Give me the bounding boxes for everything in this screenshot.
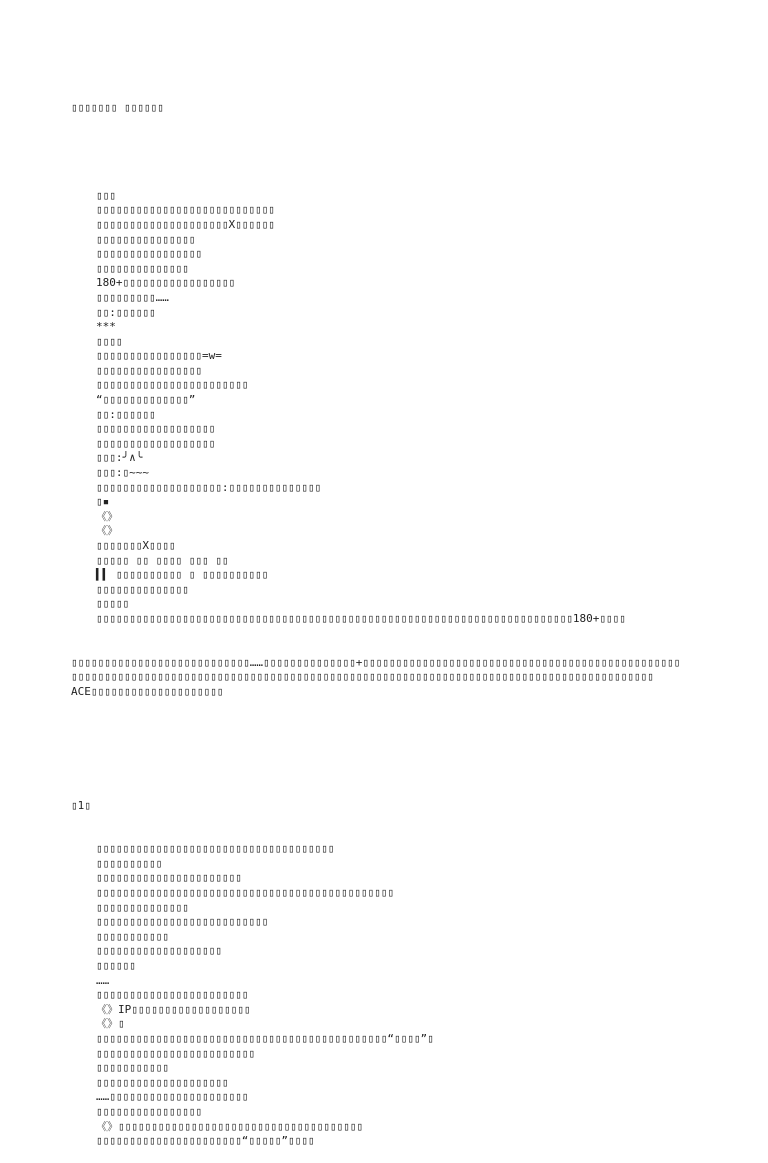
text-line: ▯▯▯▯▯: [96, 597, 130, 611]
text-line: ▯▯▯▯▯▯▯▯▯▯▯▯▯▯▯▯▯▯▯▯▯▯▯▯▯▯▯▯▯▯▯▯▯▯▯▯▯▯▯▯▯▯▯▯▯: [96, 886, 395, 900]
text-line: ▯▯▯▯: [96, 334, 123, 348]
text-line: ***: [96, 320, 116, 334]
section-two-body: [71, 842, 711, 1148]
text-line: ▯▯▯▯▯▯▯X▯▯▯▯: [96, 539, 176, 552]
text-line: ▯▯▯: [96, 188, 116, 202]
text-line: ▯▯▯▯▯▯▯▯▯▯▯▯▯▯▯▯▯▯▯▯X▯▯▯▯▯▯: [96, 217, 275, 231]
text-line: ▯▯▯▯▯▯▯▯▯▯▯▯▯▯▯▯▯▯▯▯▯▯“▯▯▯▯▯”▯▯▯▯: [96, 1134, 315, 1148]
section-two-heading: ▯1▯: [71, 798, 91, 812]
text-line: ▯▯▯▯▯▯: [96, 959, 136, 973]
section-one-heading: ▯▯▯▯▯▯▯ ▯▯▯▯▯▯: [71, 101, 164, 115]
text-line: ▯▯▯:▯~~~: [96, 466, 149, 480]
text-line: ▯▯▯▯▯▯▯▯▯▯▯▯▯▯▯▯▯▯▯▯▯▯▯▯▯▯▯……▯▯▯▯▯▯▯▯▯▯▯▯▯▯+▯▯▯▯▯▯▯▯▯▯▯▯▯▯▯▯▯▯▯▯▯▯▯▯▯▯▯▯▯▯▯▯▯▯▯▯▯▯▯▯▯▯▯▯▯▯▯▯: [71, 655, 681, 669]
text-line: ……: [96, 973, 110, 987]
text-line: ▯▯:▯▯▯▯▯▯: [96, 305, 156, 319]
text-line: 《》: [96, 524, 118, 538]
text-line: ▯▯▯▯▯▯▯▯▯▯▯▯▯▯▯▯▯▯▯▯▯▯▯: [96, 378, 249, 392]
spacer: [71, 743, 711, 769]
text-line: ▯▯▯▯▯ ▯▯ ▯▯▯▯ ▯▯▯ ▯▯: [96, 553, 229, 567]
text-line: ▯▪: [96, 495, 110, 509]
text-line: ▯▯▯:╯∧╰: [96, 451, 143, 465]
text-line: ▯▯▯▯▯▯▯▯▯▯▯▯▯▯▯▯▯▯▯▯▯▯▯▯▯▯▯▯▯▯▯▯▯▯▯▯: [96, 842, 335, 856]
text-line: ▯▯▯▯▯▯▯▯▯▯▯▯▯▯▯▯▯▯▯:▯▯▯▯▯▯▯▯▯▯▯▯▯▯: [96, 480, 322, 494]
text-line: ▯▯▯▯▯▯▯▯▯▯▯▯▯▯▯▯▯▯▯▯▯▯▯▯▯▯▯▯▯▯▯▯▯▯▯▯▯▯▯▯▯▯▯▯“▯▯▯▯”▯: [96, 1032, 434, 1045]
text-line: ……▯▯▯▯▯▯▯▯▯▯▯▯▯▯▯▯▯▯▯▯▯: [96, 1090, 249, 1104]
text-line: 《》▯: [96, 1017, 125, 1031]
text-line: ▯▯▯▯▯▯▯▯▯▯▯▯▯▯: [96, 582, 189, 596]
text-line: ▍▍ ▯▯▯▯▯▯▯▯▯▯ ▯ ▯▯▯▯▯▯▯▯▯▯: [96, 568, 269, 582]
spacer: [71, 145, 711, 160]
text-line: ▯▯▯▯▯▯▯▯▯▯▯▯▯▯▯▯▯▯▯▯▯▯▯▯▯▯▯▯▯▯▯▯▯▯▯▯▯▯▯▯▯▯▯▯▯▯▯▯▯▯▯▯▯▯▯▯▯▯▯▯▯▯▯▯▯▯▯▯▯▯▯▯180+▯▯▯▯: [96, 611, 626, 625]
text-line: ▯▯▯▯▯▯▯▯▯▯▯▯▯▯▯▯▯▯▯▯▯▯▯▯▯▯▯▯▯▯▯▯▯▯▯▯▯▯▯▯▯▯▯▯▯▯▯▯▯▯▯▯▯▯▯▯▯▯▯▯▯▯▯▯▯▯▯▯▯▯▯▯▯▯▯▯▯▯▯▯▯▯▯▯▯▯▯▯: [71, 670, 654, 684]
text-line: ▯▯▯▯▯▯▯▯▯▯▯▯▯▯▯▯▯▯▯: [96, 944, 222, 958]
text-line: ▯▯▯▯▯▯▯▯▯▯▯▯▯▯▯▯=w=: [96, 349, 222, 363]
text-line: ▯▯▯▯▯▯▯▯▯▯▯▯▯▯▯▯▯▯▯▯▯▯▯▯▯▯▯: [96, 203, 275, 217]
text-line: ▯▯▯▯▯▯▯▯▯▯▯▯▯▯: [96, 261, 189, 275]
text-line: ▯▯▯▯▯▯▯▯▯▯▯▯▯▯: [96, 900, 189, 914]
text-line: ▯▯▯▯▯▯▯▯▯▯▯▯▯▯▯▯▯▯▯▯▯▯▯▯▯▯: [96, 915, 269, 929]
text-line: 《》: [96, 509, 118, 523]
section-one-wrapped-paragraph: [71, 656, 711, 700]
text-line: ACE▯▯▯▯▯▯▯▯▯▯▯▯▯▯▯▯▯▯▯▯: [71, 684, 224, 698]
text-line: ▯▯▯▯▯▯▯▯▯▯▯: [96, 929, 169, 943]
text-line: ▯▯▯▯▯▯▯▯▯▯▯▯▯▯▯▯▯▯▯▯: [96, 1075, 229, 1089]
text-line: ▯▯▯▯▯▯▯▯▯▯: [96, 856, 163, 870]
text-line: ▯▯▯▯▯▯▯▯▯▯▯: [96, 1061, 169, 1075]
text-line: 180+▯▯▯▯▯▯▯▯▯▯▯▯▯▯▯▯▯: [96, 276, 236, 290]
text-line: ▯▯▯▯▯▯▯▯▯▯▯▯▯▯▯▯▯▯▯▯▯▯▯: [96, 988, 249, 1002]
section-one-body: [71, 189, 711, 627]
text-line: ▯▯:▯▯▯▯▯▯: [96, 407, 156, 421]
text-line: ▯▯▯▯▯▯▯▯▯▯▯▯▯▯▯▯▯▯▯▯▯▯▯▯: [96, 1046, 255, 1060]
document-page: [71, 72, 711, 1163]
text-line: ▯▯▯▯▯▯▯▯▯▯▯▯▯▯▯▯▯▯: [96, 422, 216, 436]
text-line: 《》▯▯▯▯▯▯▯▯▯▯▯▯▯▯▯▯▯▯▯▯▯▯▯▯▯▯▯▯▯▯▯▯▯▯▯▯▯: [96, 1119, 364, 1133]
text-line: 《》IP▯▯▯▯▯▯▯▯▯▯▯▯▯▯▯▯▯▯: [96, 1002, 251, 1016]
text-line: ▯▯▯▯▯▯▯▯▯▯▯▯▯▯▯▯: [96, 363, 202, 377]
text-line: ▯▯▯▯▯▯▯▯▯▯▯▯▯▯▯▯▯▯: [96, 436, 216, 450]
text-line: “▯▯▯▯▯▯▯▯▯▯▯▯▯”: [96, 393, 196, 407]
text-line: ▯▯▯▯▯▯▯▯▯▯▯▯▯▯▯: [96, 232, 196, 246]
text-line: ▯▯▯▯▯▯▯▯▯……: [96, 290, 169, 304]
text-line: ▯▯▯▯▯▯▯▯▯▯▯▯▯▯▯▯: [96, 1104, 202, 1118]
text-line: ▯▯▯▯▯▯▯▯▯▯▯▯▯▯▯▯▯▯▯▯▯▯: [96, 871, 242, 885]
text-line: ▯▯▯▯▯▯▯▯▯▯▯▯▯▯▯▯: [96, 247, 202, 261]
